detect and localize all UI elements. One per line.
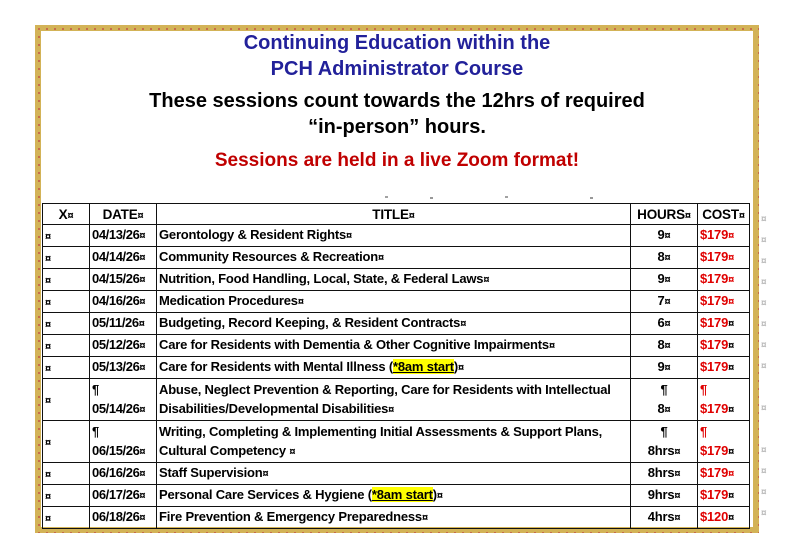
cost-value: $179 (700, 271, 729, 286)
date-cell (90, 379, 157, 421)
row-end-artifact: ¤ (761, 319, 767, 330)
hours-value: 4hrs (647, 509, 675, 524)
cell-end-marker: ¤ (289, 445, 296, 458)
cost-value: $179 (700, 359, 729, 374)
cell-end-marker: ¤ (346, 230, 352, 242)
cell-end-marker: ¤ (45, 341, 51, 353)
cell-end-marker: ¤ (378, 252, 384, 264)
row-end-artifact: ¤ (761, 445, 767, 456)
cell-end-marker: ¤ (262, 468, 269, 480)
cell-end-marker: ¤ (45, 469, 51, 481)
cell-end-marker: ¤ (45, 231, 51, 243)
hours-cell (631, 507, 698, 529)
row-end-artifact: ¤ (761, 214, 767, 225)
cell-end-marker: ¤ (664, 274, 671, 286)
hours-cell (631, 247, 698, 269)
title-value: Personal Care Services & Hygiene ( (159, 487, 372, 502)
pilcrow-mark: ¶ (660, 423, 668, 439)
title-cell (157, 485, 631, 507)
select-cell (43, 485, 90, 507)
page-subtitle-line1: These sessions count towards the 12hrs of required (149, 90, 645, 112)
cell-end-marker: ¤ (45, 253, 51, 265)
pilcrow-mark: ¶ (92, 423, 99, 439)
date-value: 04/15/26 (92, 271, 140, 286)
select-cell (43, 313, 90, 335)
date-cell (90, 225, 157, 247)
cell-end-marker: ¤ (664, 403, 671, 416)
cell-end-marker: ¤ (139, 403, 146, 416)
table-row (43, 335, 750, 357)
hours-cell (631, 357, 698, 379)
cost-cell (698, 421, 750, 463)
title-value: Medication Procedures (159, 293, 298, 308)
table-row (43, 225, 750, 247)
page-title (0, 30, 794, 82)
row-end-artifact: ¤ (761, 298, 767, 309)
cell-end-marker: ¤ (458, 362, 464, 374)
cell-end-marker: ¤ (664, 230, 671, 242)
date-cell (90, 507, 157, 529)
clipped-text-artifact (385, 196, 388, 198)
cell-end-marker: ¤ (664, 318, 671, 330)
cost-value: $179 (700, 487, 729, 502)
hours-value: 7 (657, 293, 665, 308)
select-cell (43, 379, 90, 421)
cost-value: $179 (700, 400, 729, 416)
cost-value: $179 (700, 442, 729, 458)
pilcrow-mark: ¶ (700, 381, 708, 397)
cell-end-marker: ¤ (728, 252, 735, 264)
date-value: 06/17/26 (92, 487, 140, 502)
cell-end-marker: ¤ (388, 403, 395, 416)
header-date-label: DATE (102, 206, 138, 222)
cost-value: $179 (700, 227, 729, 242)
cell-end-marker: ¤ (664, 340, 671, 352)
cell-end-marker: ¤ (460, 318, 467, 330)
cell-end-marker: ¤ (674, 512, 681, 524)
hours-value: 8hrs (647, 442, 675, 458)
table-row (43, 247, 750, 269)
title-cell (157, 247, 631, 269)
date-value: 05/13/26 (92, 359, 140, 374)
select-cell (43, 507, 90, 529)
cell-end-marker: ¤ (684, 209, 691, 222)
cell-end-marker: ¤ (728, 296, 735, 308)
header-date (90, 204, 157, 225)
title-cell (157, 463, 631, 485)
date-cell (90, 421, 157, 463)
cell-end-marker: ¤ (728, 318, 735, 330)
hours-value: 8 (657, 249, 665, 264)
table-row (43, 485, 750, 507)
select-cell (43, 269, 90, 291)
date-cell (90, 357, 157, 379)
date-cell (90, 291, 157, 313)
title-value: Fire Prevention & Emergency Preparedness (159, 509, 422, 524)
title-value: Budgeting, Record Keeping, & Resident Contracts (159, 315, 461, 330)
title-value: Care for Residents with Dementia & Other Cognitive Impairments (159, 337, 549, 352)
cell-end-marker: ¤ (421, 512, 428, 524)
table-row (43, 269, 750, 291)
hours-value: 8hrs (647, 465, 675, 480)
cell-end-marker: ¤ (139, 490, 146, 502)
date-value: 04/13/26 (92, 227, 140, 242)
hours-value: 9 (657, 271, 665, 286)
select-cell (43, 335, 90, 357)
hours-cell (631, 335, 698, 357)
cell-end-marker: ¤ (728, 340, 735, 352)
cell-end-marker: ¤ (728, 490, 735, 502)
cost-cell (698, 313, 750, 335)
hours-value: 8 (657, 337, 665, 352)
page-subtitle (0, 88, 794, 140)
title-value: Staff Supervision (159, 465, 263, 480)
cell-end-marker: ¤ (45, 275, 51, 287)
title-cell (157, 313, 631, 335)
cost-cell (698, 507, 750, 529)
date-value: 04/14/26 (92, 249, 140, 264)
page-title-line2: PCH Administrator Course (270, 58, 524, 80)
hours-value: 9hrs (647, 487, 675, 502)
table-row (43, 507, 750, 529)
cost-cell (698, 247, 750, 269)
title-cell (157, 357, 631, 379)
table-header-row (43, 204, 750, 225)
page-subtitle-line2: “in-person” hours. (308, 116, 486, 138)
title-value: Care for Residents with Mental Illness ( (159, 359, 393, 374)
cell-end-marker: ¤ (664, 362, 671, 374)
row-end-artifact: ¤ (761, 256, 767, 267)
cell-end-marker: ¤ (137, 209, 144, 222)
cell-end-marker: ¤ (664, 252, 671, 264)
select-cell (43, 225, 90, 247)
cell-end-marker: ¤ (139, 362, 146, 374)
cell-end-marker: ¤ (297, 296, 304, 308)
select-cell (43, 291, 90, 313)
cell-end-marker: ¤ (139, 274, 146, 286)
cell-end-marker: ¤ (139, 230, 146, 242)
date-cell (90, 485, 157, 507)
hours-cell (631, 463, 698, 485)
schedule-table (42, 203, 750, 529)
cell-end-marker: ¤ (728, 274, 735, 286)
cell-end-marker: ¤ (674, 468, 681, 480)
cell-end-marker: ¤ (138, 318, 145, 330)
select-cell (43, 357, 90, 379)
cell-end-marker: ¤ (483, 274, 490, 286)
title-value: Abuse, Neglect Prevention & Reporting, Care for Residents with Intellectual Disabilities/Developmental Disabilities (159, 381, 611, 416)
zoom-format-notice: Sessions are held in a live Zoom format! (214, 150, 580, 171)
hours-cell (631, 269, 698, 291)
cell-end-marker: ¤ (664, 296, 671, 308)
cost-cell (698, 357, 750, 379)
cell-end-marker: ¤ (45, 491, 51, 503)
cost-value: $120 (700, 509, 729, 524)
header-cost (698, 204, 750, 225)
cost-cell (698, 463, 750, 485)
cost-value: $179 (700, 337, 729, 352)
date-value: 06/16/26 (92, 465, 140, 480)
cell-end-marker: ¤ (45, 363, 51, 375)
cell-end-marker: ¤ (728, 230, 735, 242)
row-end-artifact: ¤ (761, 508, 767, 519)
hours-cell (631, 379, 698, 421)
hours-cell (631, 485, 698, 507)
cell-end-marker: ¤ (45, 513, 51, 525)
pilcrow-mark: ¶ (660, 381, 668, 397)
cell-end-marker: ¤ (139, 468, 146, 480)
table-row (43, 291, 750, 313)
title-cell (157, 291, 631, 313)
hours-cell (631, 291, 698, 313)
hours-value: 9 (657, 359, 665, 374)
header-hours-label: HOURS (637, 206, 685, 222)
hours-cell (631, 225, 698, 247)
date-value: 06/15/26 (92, 442, 140, 458)
title-value: Nutrition, Food Handling, Local, State, & Federal Laws (159, 271, 484, 286)
date-cell (90, 335, 157, 357)
hours-cell (631, 421, 698, 463)
date-value: 05/12/26 (92, 337, 140, 352)
cell-end-marker: ¤ (728, 512, 735, 524)
select-cell (43, 463, 90, 485)
header-hours (631, 204, 698, 225)
title-suffix: ) (432, 487, 437, 502)
header-x-label: X (58, 206, 68, 222)
row-end-artifact: ¤ (761, 466, 767, 477)
cell-end-marker: ¤ (728, 468, 735, 480)
date-cell (90, 269, 157, 291)
cell-end-marker: ¤ (139, 512, 146, 524)
title-value: Community Resources & Recreation (159, 249, 378, 264)
cell-end-marker: ¤ (45, 395, 51, 407)
cost-cell (698, 291, 750, 313)
cell-end-marker: ¤ (674, 490, 681, 502)
hours-value: 9 (657, 227, 665, 242)
cell-end-marker: ¤ (436, 490, 443, 502)
table-row (43, 313, 750, 335)
cell-end-marker: ¤ (67, 209, 74, 222)
cost-cell (698, 225, 750, 247)
cost-value: $179 (700, 315, 729, 330)
header-cost-label: COST (702, 206, 739, 222)
title-value: Gerontology & Resident Rights (159, 227, 347, 242)
title-suffix: ) (453, 359, 459, 374)
cell-end-marker: ¤ (738, 209, 745, 222)
cell-end-marker: ¤ (45, 319, 51, 331)
hours-cell (631, 313, 698, 335)
header-title-label: TITLE (372, 206, 409, 222)
title-value: Writing, Completing & Implementing Initial Assessments & Support Plans, Cultural Competency (159, 423, 603, 458)
pilcrow-mark: ¶ (92, 381, 99, 397)
row-end-artifact: ¤ (761, 277, 767, 288)
cost-cell (698, 379, 750, 421)
cell-end-marker: ¤ (548, 340, 555, 352)
select-cell (43, 247, 90, 269)
date-value: 05/11/26 (92, 315, 139, 330)
row-end-artifact: ¤ (761, 403, 767, 414)
date-value: 06/18/26 (92, 509, 140, 524)
cell-end-marker: ¤ (728, 403, 735, 416)
hours-value: 6 (657, 315, 665, 330)
header-x (43, 204, 90, 225)
table-row (43, 357, 750, 379)
table-row (43, 379, 750, 421)
table-row (43, 463, 750, 485)
highlighted-start-time: *8am start (393, 359, 454, 374)
pilcrow-mark: ¶ (700, 423, 708, 439)
title-cell (157, 269, 631, 291)
cell-end-marker: ¤ (139, 252, 146, 264)
row-end-artifact: ¤ (761, 487, 767, 498)
highlighted-start-time: *8am start (371, 487, 433, 502)
page-title-line1: Continuing Education within the (243, 32, 551, 54)
cell-end-marker: ¤ (728, 445, 735, 458)
select-cell (43, 421, 90, 463)
date-cell (90, 313, 157, 335)
title-cell (157, 225, 631, 247)
row-end-artifact: ¤ (761, 340, 767, 351)
title-cell (157, 379, 631, 421)
cost-cell (698, 485, 750, 507)
cell-end-marker: ¤ (139, 340, 146, 352)
cell-end-marker: ¤ (674, 445, 681, 458)
row-end-artifact: ¤ (761, 235, 767, 246)
cell-end-marker: ¤ (45, 297, 51, 309)
table-row (43, 421, 750, 463)
date-cell (90, 247, 157, 269)
hours-value: 8 (657, 400, 665, 416)
cost-value: $179 (700, 293, 729, 308)
cell-end-marker: ¤ (45, 437, 51, 449)
cell-end-marker: ¤ (139, 445, 146, 458)
cost-cell (698, 335, 750, 357)
cost-value: $179 (700, 249, 729, 264)
cost-value: $179 (700, 465, 729, 480)
date-value: 05/14/26 (92, 400, 140, 416)
cost-cell (698, 269, 750, 291)
date-value: 04/16/26 (92, 293, 140, 308)
date-cell (90, 463, 157, 485)
row-end-artifact: ¤ (761, 361, 767, 372)
title-cell (157, 335, 631, 357)
cell-end-marker: ¤ (728, 362, 735, 374)
header-title (157, 204, 631, 225)
cell-end-marker: ¤ (139, 296, 146, 308)
cell-end-marker: ¤ (408, 209, 415, 222)
title-cell (157, 421, 631, 463)
title-cell (157, 507, 631, 529)
